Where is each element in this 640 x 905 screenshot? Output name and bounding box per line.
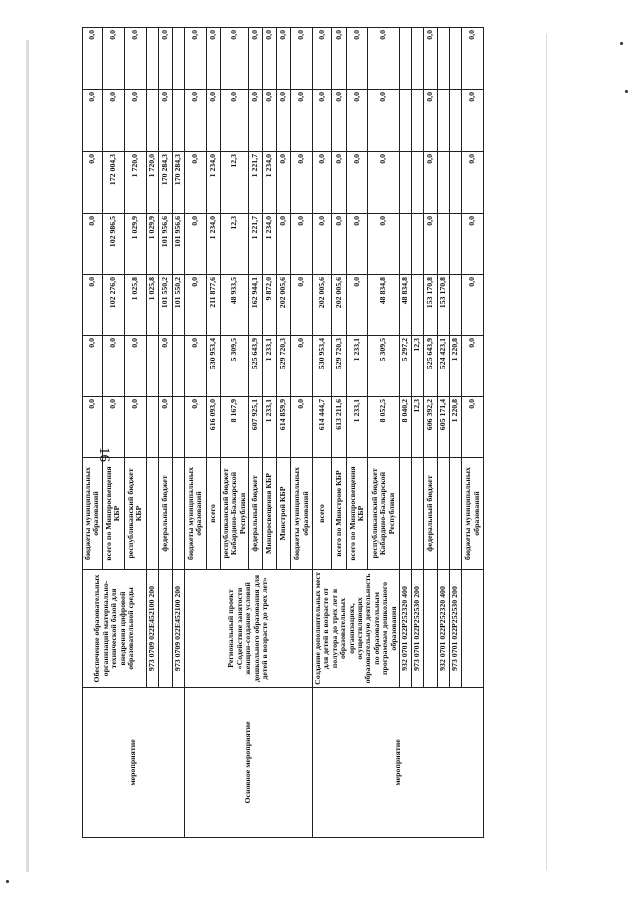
amount-cell: 0,0 (83, 90, 103, 152)
amount-cell (172, 336, 184, 397)
funding-source-cell: всего (206, 458, 220, 570)
amount-cell: 0,0 (158, 28, 172, 90)
amount-cell (438, 152, 450, 214)
funding-source-cell: бюджеты муниципальных образований (184, 458, 206, 570)
amount-cell: 202 005,6 (277, 275, 291, 336)
amount-cell: 607 925,1 (249, 397, 263, 458)
scan-speck (6, 880, 9, 883)
scan-speck (620, 42, 623, 45)
amount-cell: 0,0 (83, 214, 103, 275)
amount-cell (412, 28, 424, 90)
program-name-cell: Обеспечение образовательных организаций материально-технической базой для внедрения цифровой образовательной среды (83, 570, 147, 688)
amount-cell: 0,0 (368, 28, 400, 90)
amount-cell: 0,0 (313, 90, 332, 152)
amount-cell (400, 28, 412, 90)
amount-cell: 0,0 (424, 152, 438, 214)
amount-cell: 605 171,4 (438, 397, 450, 458)
amount-cell: 0,0 (368, 90, 400, 152)
amount-cell: 12,3 (412, 397, 424, 458)
amount-cell: 0,0 (124, 28, 146, 90)
funding-source-cell: федеральный бюджет (249, 458, 263, 570)
amount-cell: 211 877,6 (206, 275, 220, 336)
funding-source-cell: Минпросвещения КБР (263, 458, 277, 570)
amount-cell: 0,0 (184, 275, 206, 336)
amount-cell (400, 152, 412, 214)
amount-cell: 0,0 (462, 336, 484, 397)
amount-cell (146, 397, 158, 458)
program-name-cell: 973 0709 022E452100 200 (172, 570, 184, 688)
amount-cell: 0,0 (249, 90, 263, 152)
amount-cell: 0,0 (124, 397, 146, 458)
funding-source-cell: бюджеты муниципальных образований (462, 458, 484, 570)
funding-source-cell: всего (313, 458, 332, 570)
amount-cell: 0,0 (332, 90, 347, 152)
amount-cell: 0,0 (263, 28, 277, 90)
amount-cell: 5 297,2 (400, 336, 412, 397)
scan-speck (625, 90, 628, 93)
amount-cell: 12,3 (220, 214, 248, 275)
amount-cell: 1 234,0 (263, 152, 277, 214)
amount-cell: 530 953,4 (313, 336, 332, 397)
amount-cell: 0,0 (462, 152, 484, 214)
amount-cell: 202 005,6 (313, 275, 332, 336)
amount-cell: 172 004,3 (102, 152, 124, 214)
funding-source-cell (146, 458, 158, 570)
amount-cell: 0,0 (424, 28, 438, 90)
amount-cell: 0,0 (184, 28, 206, 90)
amount-cell: 102 276,0 (102, 275, 124, 336)
amount-cell: 1 233,1 (347, 336, 368, 397)
amount-cell: 1 720,0 (146, 152, 158, 214)
amount-cell: 0,0 (347, 90, 368, 152)
amount-cell: 5 309,5 (220, 336, 248, 397)
amount-cell: 0,0 (368, 214, 400, 275)
rotated-table-wrapper (82, 28, 542, 838)
amount-cell: 0,0 (291, 336, 313, 397)
amount-cell: 0,0 (424, 214, 438, 275)
amount-cell (438, 28, 450, 90)
amount-cell: 0,0 (462, 214, 484, 275)
amount-cell (412, 152, 424, 214)
funding-source-cell: Минстрой КБР (277, 458, 291, 570)
amount-cell (172, 397, 184, 458)
amount-cell: 1 025,8 (124, 275, 146, 336)
amount-cell: 0,0 (102, 336, 124, 397)
funding-source-cell: бюджеты муниципальных образований (83, 458, 103, 570)
amount-cell: 525 643,9 (249, 336, 263, 397)
amount-cell: 1 234,0 (206, 152, 220, 214)
amount-cell: 525 643,9 (424, 336, 438, 397)
program-name-cell: 973 0709 022E452100 200 (146, 570, 158, 688)
funding-source-cell (450, 458, 462, 570)
amount-cell: 0,0 (291, 152, 313, 214)
amount-cell (412, 214, 424, 275)
amount-cell: 616 093,0 (206, 397, 220, 458)
amount-cell (400, 90, 412, 152)
amount-cell: 153 170,8 (424, 275, 438, 336)
amount-cell: 0,0 (102, 28, 124, 90)
amount-cell: 0,0 (220, 90, 248, 152)
funding-source-cell: федеральный бюджет (424, 458, 438, 570)
amount-cell: 0,0 (277, 152, 291, 214)
program-name-cell: 932 0701 022P252320 400 (438, 570, 450, 688)
amount-cell: 162 944,1 (249, 275, 263, 336)
table-row (313, 28, 332, 838)
amount-cell: 48 933,5 (220, 275, 248, 336)
amount-cell: 0,0 (347, 152, 368, 214)
amount-cell (146, 90, 158, 152)
amount-cell: 0,0 (184, 397, 206, 458)
funding-source-cell (400, 458, 412, 570)
amount-cell: 0,0 (291, 28, 313, 90)
amount-cell: 524 423,1 (438, 336, 450, 397)
amount-cell: 153 170,8 (438, 275, 450, 336)
amount-cell: 12,3 (412, 336, 424, 397)
amount-cell: 0,0 (184, 336, 206, 397)
amount-cell (450, 214, 462, 275)
amount-cell: 0,0 (249, 28, 263, 90)
amount-cell: 0,0 (277, 90, 291, 152)
amount-cell: 8 052,5 (368, 397, 400, 458)
amount-cell: 0,0 (313, 152, 332, 214)
amount-cell: 0,0 (347, 28, 368, 90)
amount-cell: 0,0 (313, 214, 332, 275)
amount-cell: 0,0 (83, 28, 103, 90)
amount-cell: 0,0 (424, 90, 438, 152)
amount-cell: 9 872,0 (263, 275, 277, 336)
amount-cell: 0,0 (102, 90, 124, 152)
amount-cell (412, 275, 424, 336)
funding-source-cell: бюджеты муниципальных образований (291, 458, 313, 570)
funding-source-cell: федеральный бюджет (158, 458, 172, 570)
amount-cell: 0,0 (124, 336, 146, 397)
funding-source-cell: всего по Минпросвещения КБР (102, 458, 124, 570)
amount-cell: 529 720,3 (277, 336, 291, 397)
amount-cell: 5 309,5 (368, 336, 400, 397)
amount-cell: 48 834,8 (368, 275, 400, 336)
amount-cell: 0,0 (184, 214, 206, 275)
table-row (184, 28, 206, 838)
amount-cell: 0,0 (462, 90, 484, 152)
amount-cell: 0,0 (291, 90, 313, 152)
page-number: 16 (96, 447, 112, 462)
amount-cell (172, 90, 184, 152)
program-name-cell: Создание дополнительных мест для детей в возрасте от полутора до трех лет в образовательных организациях, осуществляющих образовательную деятельность по образовательным программам дошкольного образования (313, 570, 400, 688)
row-type-cell: Основное мероприятие (184, 688, 312, 838)
amount-cell: 1 221,7 (249, 152, 263, 214)
amount-cell: 1 029,9 (146, 214, 158, 275)
amount-cell: 0,0 (83, 336, 103, 397)
program-name-cell (424, 570, 438, 688)
amount-cell: 1 233,1 (347, 397, 368, 458)
amount-cell: 614 859,9 (277, 397, 291, 458)
amount-cell (450, 152, 462, 214)
amount-cell (438, 214, 450, 275)
amount-cell (438, 90, 450, 152)
amount-cell: 0,0 (462, 28, 484, 90)
amount-cell: 1 029,9 (124, 214, 146, 275)
amount-cell: 0,0 (124, 90, 146, 152)
amount-cell: 0,0 (347, 275, 368, 336)
amount-cell: 1 234,0 (206, 214, 220, 275)
funding-source-cell (412, 458, 424, 570)
amount-cell: 614 444,7 (313, 397, 332, 458)
amount-cell: 0,0 (291, 397, 313, 458)
amount-cell: 48 834,8 (400, 275, 412, 336)
funding-source-cell: всего по Минпросвещения КБР (347, 458, 368, 570)
amount-cell: 101 956,6 (172, 214, 184, 275)
amount-cell: 0,0 (462, 397, 484, 458)
program-name-cell: 932 0701 022P252320 400 (400, 570, 412, 688)
amount-cell (450, 90, 462, 152)
amount-cell: 102 986,5 (102, 214, 124, 275)
amount-cell: 0,0 (291, 275, 313, 336)
program-name-cell: 973 0701 022P252530 200 (450, 570, 462, 688)
scan-edge-line (26, 40, 29, 872)
amount-cell (146, 28, 158, 90)
amount-cell: 1 720,0 (124, 152, 146, 214)
amount-cell: 0,0 (102, 397, 124, 458)
amount-cell: 0,0 (277, 214, 291, 275)
budget-table (82, 27, 484, 838)
amount-cell: 0,0 (277, 28, 291, 90)
amount-cell: 0,0 (83, 275, 103, 336)
program-name-cell: Региональный проект «Содействие занятости женщин-создание условий дошкольного образования для детей в возрасте до трех лет» (184, 570, 312, 688)
amount-cell: 0,0 (220, 28, 248, 90)
amount-cell: 1 221,7 (249, 214, 263, 275)
amount-cell: 0,0 (368, 152, 400, 214)
program-name-cell (158, 570, 172, 688)
program-name-cell (462, 570, 484, 688)
amount-cell: 101 550,2 (172, 275, 184, 336)
funding-source-cell: республиканский бюджет КБР (124, 458, 146, 570)
table-body (83, 28, 484, 838)
amount-cell: 8 167,9 (220, 397, 248, 458)
table-row (83, 28, 103, 838)
amount-cell: 0,0 (332, 28, 347, 90)
funding-source-cell: республиканский бюджет Кабардино-Балкарской Республики (368, 458, 400, 570)
amount-cell: 606 392,2 (424, 397, 438, 458)
amount-cell: 12,3 (220, 152, 248, 214)
amount-cell: 0,0 (332, 152, 347, 214)
amount-cell (172, 28, 184, 90)
amount-cell (400, 214, 412, 275)
amount-cell: 0,0 (462, 275, 484, 336)
funding-source-cell: всего по Минстрою КБР (332, 458, 347, 570)
amount-cell: 101 956,6 (158, 214, 172, 275)
funding-source-cell (172, 458, 184, 570)
amount-cell: 0,0 (347, 214, 368, 275)
amount-cell: 1 234,0 (263, 214, 277, 275)
amount-cell: 0,0 (184, 152, 206, 214)
amount-cell: 0,0 (332, 214, 347, 275)
amount-cell: 170 284,3 (158, 152, 172, 214)
amount-cell: 1 233,1 (263, 397, 277, 458)
amount-cell: 101 550,2 (158, 275, 172, 336)
amount-cell: 0,0 (313, 28, 332, 90)
amount-cell: 0,0 (206, 28, 220, 90)
amount-cell: 1 025,8 (146, 275, 158, 336)
amount-cell: 0,0 (158, 336, 172, 397)
amount-cell: 1 220,8 (450, 397, 462, 458)
amount-cell: 1 233,1 (263, 336, 277, 397)
funding-source-cell (438, 458, 450, 570)
amount-cell: 0,0 (291, 214, 313, 275)
funding-source-cell: республиканский бюджет Кабардино-Балкарской Республики (220, 458, 248, 570)
amount-cell: 8 040,2 (400, 397, 412, 458)
amount-cell: 0,0 (83, 152, 103, 214)
amount-cell: 170 284,3 (172, 152, 184, 214)
amount-cell: 530 953,4 (206, 336, 220, 397)
amount-cell: 613 211,6 (332, 397, 347, 458)
amount-cell: 0,0 (263, 90, 277, 152)
amount-cell: 0,0 (184, 90, 206, 152)
page-fold-line (546, 34, 547, 870)
amount-cell: 0,0 (158, 90, 172, 152)
amount-cell: 0,0 (158, 397, 172, 458)
amount-cell: 0,0 (206, 90, 220, 152)
amount-cell: 202 005,6 (332, 275, 347, 336)
amount-cell (450, 275, 462, 336)
row-type-cell: мероприятие (83, 688, 185, 838)
amount-cell: 529 720,3 (332, 336, 347, 397)
amount-cell: 1 220,8 (450, 336, 462, 397)
row-type-cell: мероприятие (313, 688, 484, 838)
amount-cell (450, 28, 462, 90)
amount-cell (412, 90, 424, 152)
program-name-cell: 973 0701 022P252530 200 (412, 570, 424, 688)
amount-cell: 0,0 (83, 397, 103, 458)
amount-cell (146, 336, 158, 397)
